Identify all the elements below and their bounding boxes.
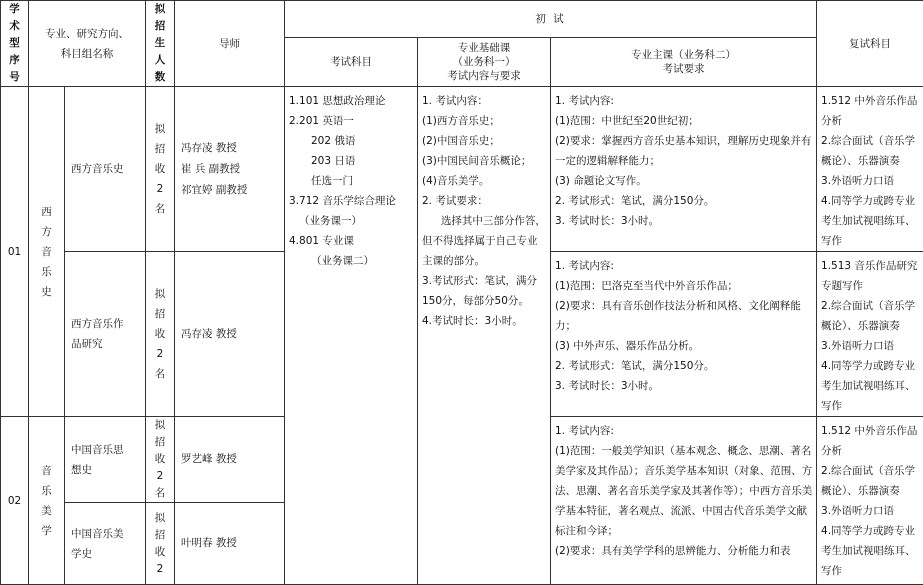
- group-seq: 01: [1, 87, 29, 417]
- mentor-cell: 冯存凌 教授 崔 兵 副教授 祁宜婷 副教授: [175, 87, 285, 252]
- quota-cell: 拟招收2名: [146, 252, 175, 417]
- header-quota: 拟招生人数: [146, 1, 175, 87]
- main-course-cell: 1. 考试内容: (1)范围：中世纪至20世纪初； (2)要求：掌握西方音乐史基本知识，理解历史现象并有一定的逻辑解释能力； (3) 命题论文写作。 2. 考试形式：笔试，满分150分。 3. 考试时长：3小时。: [551, 87, 817, 252]
- quota-cell: 拟招收2名: [146, 417, 175, 503]
- direction-name: 中国音乐思想史: [65, 417, 146, 503]
- group-name: 西方音乐史: [29, 87, 65, 417]
- header-initial: 初 试: [285, 1, 817, 38]
- quota-cell: 拟招收2: [146, 503, 175, 585]
- group-seq: 02: [1, 417, 29, 585]
- main-course-cell: 1. 考试内容: (1)范围：一般美学知识（基本观念、概念、思潮、著名美学家及其作品）；音乐美学基本知识（对象、范围、方法、思潮、著名音乐美学家及其著作等）；中西方音乐美学基本特征，著名观点、流派、中国古代音乐美学文献标注和今译； (2)要求：具有美学学科的思辨能力、分析能力和表: [551, 417, 817, 585]
- group-name: 音乐美学: [29, 417, 65, 585]
- direction-name: 西方音乐史: [65, 87, 146, 252]
- header-main: 专业主课（业务科二） 考试要求: [551, 37, 817, 86]
- header-mentor: 导师: [175, 1, 285, 87]
- retest-cell: 1.512 中外音乐作品分析 2.综合面试（音乐学概论）、乐器演奏 3.外语听力口语 4.同等学力或跨专业考生加试视唱练耳、写作: [817, 87, 923, 252]
- direction-name: 中国音乐美学史: [65, 503, 146, 585]
- direction-name: 西方音乐作品研究: [65, 252, 146, 417]
- mentor-cell: 冯存凌 教授: [175, 252, 285, 417]
- mentor-cell: 罗艺峰 教授: [175, 417, 285, 503]
- header-major: 专业、研究方向、科目组名称: [29, 1, 146, 87]
- header-seq: 学术型序号: [1, 1, 29, 87]
- basic-course-cell: 1. 考试内容： (1)西方音乐史； (2)中国音乐史； (3)中国民间音乐概论； (4)音乐美学。 2. 考试要求： 选择其中三部分作答，但不得选择属于自己专业主课的部分。 3.考试形式：笔试，满分150分，每部分50分。 4.考试时长：3小时。: [418, 87, 551, 585]
- retest-cell: 1.513 音乐作品研究专题写作 2.综合面试（音乐学概论）、乐器演奏 3.外语听力口语 4.同等学力或跨专业考生加试视唱练耳、写作: [817, 252, 923, 417]
- header-subjects: 考试科目: [285, 37, 418, 86]
- main-course-cell: 1. 考试内容: (1)范围：巴洛克至当代中外音乐作品； (2)要求：具有音乐创作技法分析和风格、文化阐释能力； (3) 中外声乐、器乐作品分析。 2. 考试形式：笔试，满分150分。 3. 考试时长：3小时。: [551, 252, 817, 417]
- subjects-cell: 1.101 思想政治理论 2.201 英语一 202 俄语 203 日语 任选一门 3.712 音乐学综合理论 （业务课一） 4.801 专业课 （业务课二）: [285, 87, 418, 585]
- retest-cell: 1.512 中外音乐作品分析 2.综合面试（音乐学概论）、乐器演奏 3.外语听力口语 4.同等学力或跨专业考生加试视唱练耳、写作: [817, 417, 923, 585]
- quota-cell: 拟招收2名: [146, 87, 175, 252]
- header-retest: 复试科目: [817, 1, 923, 87]
- header-basic: 专业基础课 （业务科一） 考试内容与要求: [418, 37, 551, 86]
- mentor-cell: 叶明春 教授: [175, 503, 285, 585]
